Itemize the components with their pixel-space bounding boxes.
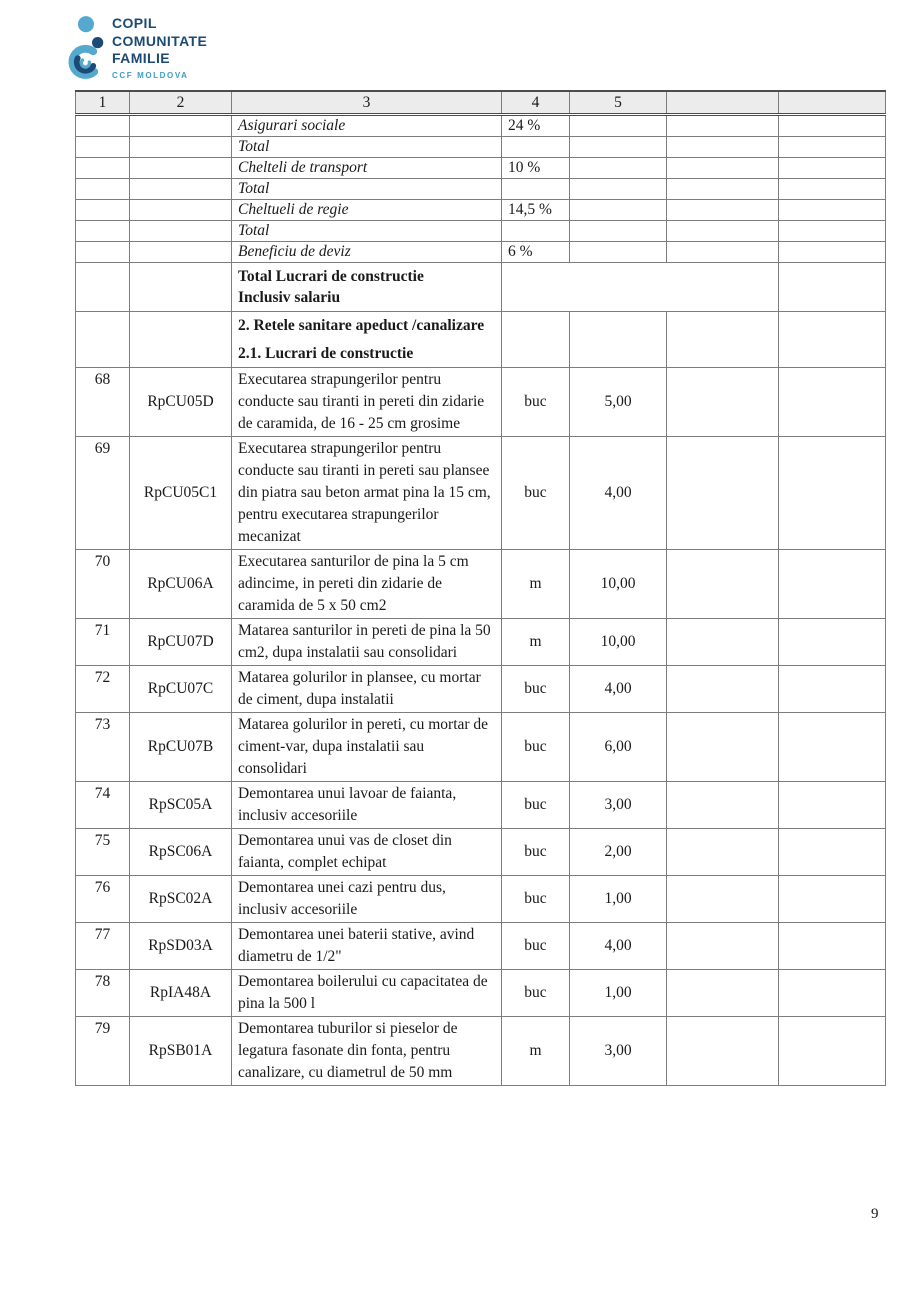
empty-cell [667,713,779,782]
empty-cell [130,242,232,263]
item-row [76,437,886,550]
summary-row [76,221,886,242]
empty-cell [779,782,886,829]
item-code: RpSC02A [130,876,232,923]
empty-cell [570,200,667,221]
empty-cell [667,829,779,876]
empty-cell [667,158,779,179]
summary-percent: 10 % [502,158,570,179]
item-unit: buc [502,666,570,713]
empty-cell [130,200,232,221]
empty-cell [667,923,779,970]
section-subtitle: 2.1. Lucrari de constructie [238,345,414,362]
item-quantity: 3,00 [570,1017,667,1086]
item-row [76,782,886,829]
item-description: Executarea santurilor de pina la 5 cm adincime, in pereti din zidarie de caramida de 5 x 50 cm2 [232,550,502,619]
item-row [76,619,886,666]
item-no: 77 [76,923,130,970]
item-code: RpSC05A [130,782,232,829]
summary-percent [502,179,570,200]
item-no: 70 [76,550,130,619]
item-no: 79 [76,1017,130,1086]
item-unit: m [502,1017,570,1086]
empty-cell [779,368,886,437]
item-no: 76 [76,876,130,923]
empty-cell [667,970,779,1017]
empty-cell [570,312,667,368]
merged-empty-cell [502,263,779,312]
item-description: Matarea golurilor in pereti, cu mortar de ciment-var, dupa instalatii sau consolidari [232,713,502,782]
item-quantity: 4,00 [570,666,667,713]
empty-cell [76,158,130,179]
item-unit: buc [502,713,570,782]
empty-cell [667,782,779,829]
section-title: 2. Retele sanitare apeduct /canalizare [238,317,485,334]
empty-cell [779,263,886,312]
item-row [76,829,886,876]
item-code: RpCU07B [130,713,232,782]
empty-cell [130,263,232,312]
item-quantity: 4,00 [570,437,667,550]
empty-cell [779,550,886,619]
item-description: Demontarea unei cazi pentru dus, inclusiv accesoriile [232,876,502,923]
empty-cell [779,200,886,221]
empty-cell [779,179,886,200]
item-quantity: 3,00 [570,782,667,829]
item-row [76,368,886,437]
summary-label: Beneficiu de deviz [232,242,502,263]
header-col-4: 4 [502,91,570,115]
header-col-2: 2 [130,91,232,115]
summary-percent: 24 % [502,115,570,137]
summary-percent [502,137,570,158]
logo-text [112,15,207,80]
empty-cell [130,115,232,137]
item-no: 78 [76,970,130,1017]
empty-cell [779,829,886,876]
empty-cell [667,221,779,242]
item-unit: buc [502,782,570,829]
item-quantity: 2,00 [570,829,667,876]
empty-cell [130,158,232,179]
item-unit: buc [502,829,570,876]
empty-cell [667,179,779,200]
logo-subtitle: CCF MOLDOVA [112,70,189,80]
item-code: RpSD03A [130,923,232,970]
summary-label: Asigurari sociale [232,115,502,137]
empty-cell [570,115,667,137]
empty-cell [76,312,130,368]
summary-label: Total [232,137,502,158]
item-code: RpCU05C1 [130,437,232,550]
item-description: Matarea santurilor in pereti de pina la 50 cm2, dupa instalatii sau consolidari [232,619,502,666]
empty-cell [667,666,779,713]
item-quantity: 5,00 [570,368,667,437]
item-quantity: 10,00 [570,550,667,619]
empty-cell [779,970,886,1017]
item-code: RpCU07D [130,619,232,666]
empty-cell [667,437,779,550]
empty-cell [570,242,667,263]
empty-cell [779,437,886,550]
item-unit: buc [502,970,570,1017]
item-description: Executarea strapungerilor pentru conducte sau tiranti in pereti sau plansee din piatra sau beton armat pina la 15 cm, pentru executarea strapungerilor mecanizat [232,437,502,550]
summary-row [76,137,886,158]
estimate-table [75,90,886,1086]
item-description: Demontarea unui vas de closet din faianta, complet echipat [232,829,502,876]
empty-cell [570,179,667,200]
total-constructie-row [76,263,886,312]
logo-word-comunitate: COMUNITATE [112,32,208,49]
summary-percent [502,221,570,242]
item-row [76,923,886,970]
header-col-5: 5 [570,91,667,115]
section-title-cell [232,312,502,368]
empty-cell [76,115,130,137]
empty-cell [779,666,886,713]
summary-percent: 14,5 % [502,200,570,221]
empty-cell [667,200,779,221]
item-row [76,550,886,619]
ccf-moldova-logo [62,12,207,80]
summary-label: Total [232,179,502,200]
empty-cell [667,550,779,619]
logo-word-familie: FAMILIE [112,50,171,66]
empty-cell [570,221,667,242]
header-col-1: 1 [76,91,130,115]
item-unit: m [502,619,570,666]
item-quantity: 1,00 [570,970,667,1017]
table-header-row [76,91,886,115]
item-row [76,666,886,713]
item-description: Executarea strapungerilor pentru conducte sau tiranti in pereti din zidarie de caramida, de 16 - 25 cm grosime [232,368,502,437]
item-quantity: 6,00 [570,713,667,782]
summary-row [76,158,886,179]
empty-cell [779,115,886,137]
item-code: RpSB01A [130,1017,232,1086]
empty-cell [779,876,886,923]
empty-cell [76,200,130,221]
item-no: 75 [76,829,130,876]
summary-label: Total [232,221,502,242]
empty-cell [76,242,130,263]
item-description: Demontarea unui lavoar de faianta, inclusiv accesoriile [232,782,502,829]
empty-cell [667,312,779,368]
item-no: 74 [76,782,130,829]
item-row [76,876,886,923]
item-unit: buc [502,437,570,550]
item-unit: buc [502,876,570,923]
total-label-line1: Total Lucrari de constructie [238,268,424,285]
item-quantity: 1,00 [570,876,667,923]
ccf-logo-icon [62,12,108,80]
empty-cell [667,876,779,923]
header-col-7 [779,91,886,115]
section-row [76,312,886,368]
empty-cell [779,137,886,158]
item-description: Demontarea boilerului cu capacitatea de pina la 500 l [232,970,502,1017]
empty-cell [667,137,779,158]
empty-cell [779,619,886,666]
empty-cell [570,137,667,158]
empty-cell [779,242,886,263]
empty-cell [130,312,232,368]
page-number: 9 [871,1206,879,1222]
item-unit: buc [502,923,570,970]
item-no: 71 [76,619,130,666]
item-no: 73 [76,713,130,782]
empty-cell [667,115,779,137]
summary-percent: 6 % [502,242,570,263]
item-no: 69 [76,437,130,550]
empty-cell [502,312,570,368]
item-code: RpIA48A [130,970,232,1017]
empty-cell [130,137,232,158]
summary-label: Chelteli de transport [232,158,502,179]
total-label-line2: Inclusiv salariu [238,289,341,306]
empty-cell [667,619,779,666]
summary-row [76,242,886,263]
empty-cell [130,179,232,200]
empty-cell [779,158,886,179]
item-row [76,1017,886,1086]
item-no: 72 [76,666,130,713]
empty-cell [779,1017,886,1086]
empty-cell [779,923,886,970]
summary-row [76,179,886,200]
item-code: RpCU06A [130,550,232,619]
empty-cell [570,158,667,179]
empty-cell [76,179,130,200]
item-no: 68 [76,368,130,437]
item-code: RpCU05D [130,368,232,437]
empty-cell [667,1017,779,1086]
empty-cell [76,221,130,242]
empty-cell [130,221,232,242]
empty-cell [667,368,779,437]
item-description: Demontarea tuburilor si pieselor de legatura fasonate din fonta, pentru canalizare, cu diametrul de 50 mm [232,1017,502,1086]
empty-cell [667,242,779,263]
empty-cell [779,713,886,782]
item-quantity: 10,00 [570,619,667,666]
item-unit: m [502,550,570,619]
item-row [76,713,886,782]
header-col-3: 3 [232,91,502,115]
item-description: Demontarea unei baterii stative, avind diametru de 1/2" [232,923,502,970]
item-code: RpCU07C [130,666,232,713]
item-unit: buc [502,368,570,437]
summary-row [76,200,886,221]
summary-label: Cheltueli de regie [232,200,502,221]
empty-cell [779,312,886,368]
empty-cell [779,221,886,242]
empty-cell [76,263,130,312]
item-code: RpSC06A [130,829,232,876]
logo-word-copil: COPIL [112,15,157,31]
header-col-6 [667,91,779,115]
summary-row [76,115,886,137]
total-label-cell [232,263,502,312]
item-row [76,970,886,1017]
item-quantity: 4,00 [570,923,667,970]
empty-cell [76,137,130,158]
item-description: Matarea golurilor in plansee, cu mortar de ciment, dupa instalatii [232,666,502,713]
